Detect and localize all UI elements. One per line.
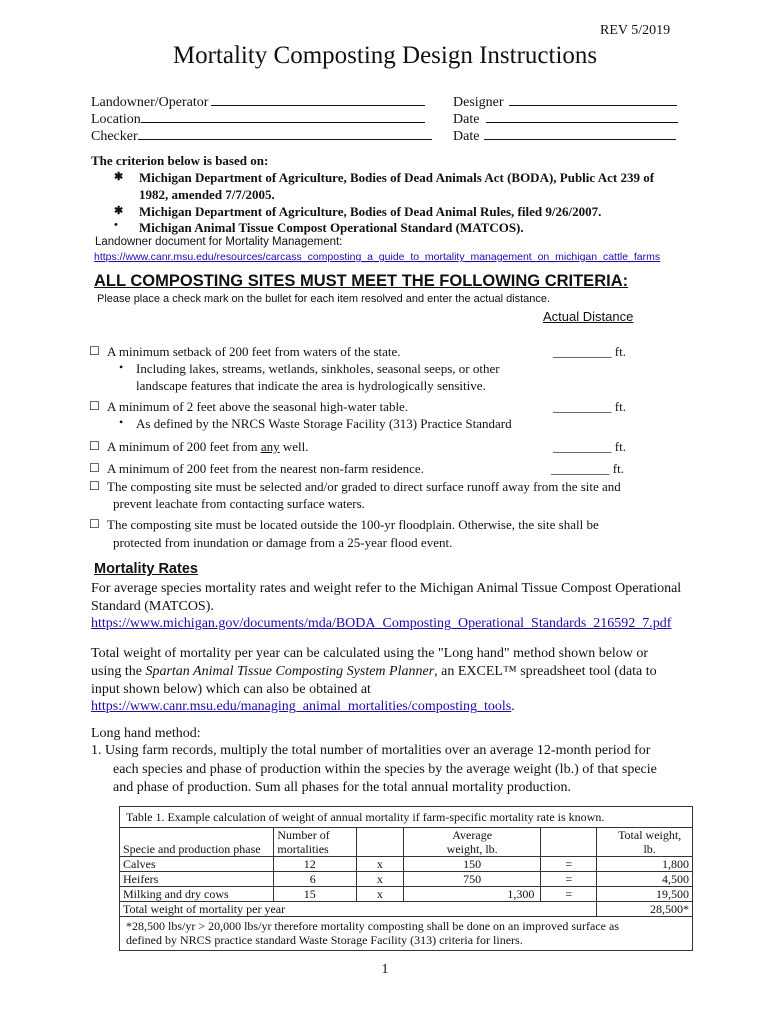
criterion-item-2: Michigan Department of Agriculture, Bodies of Dead Animal Rules, filed 9/26/2007. <box>139 204 602 219</box>
criterion-heading: The criterion below is based on: <box>91 153 269 168</box>
date-label-2: Date <box>453 129 480 144</box>
landowner-label: Landowner/Operator <box>91 95 209 110</box>
distance-input-1[interactable]: _________ ft. <box>553 344 626 359</box>
mortality-para-2-line3: input shown below) which can also be obtained at <box>91 682 371 697</box>
landowner-field[interactable] <box>91 93 425 111</box>
mortality-para-1: For average species mortality rates and weight refer to the Michigan Animal Tissue Compost Operational <box>91 581 682 596</box>
date-field-1[interactable] <box>453 110 678 128</box>
criteria-instruction: Please place a check mark on the bullet for each item resolved and enter the actual distance. <box>97 293 551 305</box>
criteria-item-1-sub2: landscape features that indicate the area is hydrologically sensitive. <box>136 378 486 393</box>
boda-standards-link[interactable]: https://www.michigan.gov/documents/mda/BODA_Composting_Operational_Standards_216592_7.pdf <box>91 616 672 631</box>
mortality-para-1-cont: Standard (MATCOS). <box>91 599 214 614</box>
criterion-item-1-cont: 1982, amended 7/7/2005. <box>139 187 275 202</box>
step-1-cont2: and phase of production. Sum all phases for the total annual mortality production. <box>113 780 572 795</box>
designer-field[interactable] <box>453 93 677 111</box>
checkbox-well[interactable]: ☐ <box>89 439 100 453</box>
bullet-icon: ✱ <box>114 171 124 183</box>
landowner-doc-label: Landowner document for Mortality Management: <box>95 236 343 248</box>
checkbox-floodplain[interactable]: ☐ <box>89 517 100 531</box>
revision-label: REV 5/2019 <box>600 23 671 38</box>
header-weight: Average weight, lb. <box>404 828 541 857</box>
date-field-2[interactable] <box>453 127 676 145</box>
longhand-label: Long hand method: <box>91 726 201 741</box>
bullet-icon: ✱ <box>114 205 124 217</box>
criteria-item-5: The composting site must be selected and/or graded to direct surface runoff away from the site and <box>107 479 621 494</box>
mortality-para-2: Total weight of mortality per year can be calculated using the "Long hand" method shown below or <box>91 646 649 661</box>
actual-distance-header: Actual Distance <box>543 309 634 324</box>
distance-input-3[interactable]: _________ ft. <box>553 439 626 454</box>
checkbox-high-water[interactable]: ☐ <box>89 399 100 413</box>
bullet-icon: • <box>119 360 124 374</box>
table-row: Milking and dry cows 15 x 1,300 = 19,500 <box>120 887 693 902</box>
checkbox-setback-waters[interactable]: ☐ <box>89 344 100 358</box>
composting-tools-line: https://www.canr.msu.edu/managing_animal_mortalities/composting_tools. <box>91 699 515 714</box>
criteria-heading: ALL COMPOSTING SITES MUST MEET THE FOLLOWING CRITERIA: <box>94 272 629 290</box>
criteria-item-1: A minimum setback of 200 feet from waters of the state. <box>107 344 401 359</box>
page-number: 1 <box>381 962 389 977</box>
mortality-para-2-line2: using the Spartan Animal Tissue Composting System Planner, an EXCEL™ spreadsheet tool (data to <box>91 664 657 679</box>
bullet-icon: • <box>114 219 118 231</box>
table-row: Heifers 6 x 750 = 4,500 <box>120 872 693 887</box>
designer-label: Designer <box>453 95 504 110</box>
step-1: 1. Using farm records, multiply the total number of mortalities over an average 12-month period for <box>91 743 651 758</box>
date-label-1: Date <box>453 112 480 127</box>
criteria-item-4: A minimum of 200 feet from the nearest non-farm residence. <box>107 461 424 476</box>
table-header-row <box>120 828 693 857</box>
criteria-item-5-cont: prevent leachate from contacting surface waters. <box>113 496 365 511</box>
criteria-item-6: The composting site must be located outside the 100-yr floodplain. Otherwise, the site shall be <box>107 517 599 532</box>
distance-input-4[interactable]: _________ ft. <box>551 461 624 476</box>
table-total-row: Total weight of mortality per year 28,500* <box>120 902 693 917</box>
criteria-item-2-sub: As defined by the NRCS Waste Storage Facility (313) Practice Standard <box>136 416 512 431</box>
distance-input-2[interactable]: _________ ft. <box>553 399 626 414</box>
criteria-item-6-cont: protected from inundation or damage from a 25-year flood event. <box>113 535 453 550</box>
criterion-item-3: Michigan Animal Tissue Compost Operational Standard (MATCOS). <box>139 220 524 235</box>
page-title: Mortality Composting Design Instructions <box>172 42 598 69</box>
table-caption: Table 1. Example calculation of weight of annual mortality if farm-specific mortality rate is known. <box>120 807 693 828</box>
location-label: Location <box>91 112 141 127</box>
checker-label: Checker <box>91 129 138 144</box>
mortality-rates-heading: Mortality Rates <box>94 561 198 577</box>
table-row: Calves 12 x 150 = 1,800 <box>120 857 693 872</box>
header-number: Number of mortalities <box>274 828 356 857</box>
location-field[interactable] <box>91 110 425 128</box>
checkbox-runoff[interactable]: ☐ <box>89 479 100 493</box>
composting-tools-link[interactable]: https://www.canr.msu.edu/managing_animal_mortalities/composting_tools <box>91 699 512 714</box>
criteria-item-1-sub1: Including lakes, streams, wetlands, sinkholes, seasonal seeps, or other <box>136 361 500 376</box>
step-1-cont: each species and phase of production within the species by the average weight (lb.) of that specie <box>113 762 657 777</box>
checker-field[interactable] <box>91 127 432 145</box>
criterion-item-1: Michigan Department of Agriculture, Bodies of Dead Animals Act (BODA), Public Act 239 of <box>139 170 655 185</box>
bullet-icon: • <box>119 415 124 429</box>
checkbox-residence[interactable]: ☐ <box>89 461 100 475</box>
landowner-doc-link[interactable]: https://www.canr.msu.edu/resources/carcass_composting_a_guide_to_mortality_management_on_michigan_cattle_farms <box>94 251 661 263</box>
criteria-item-2: A minimum of 2 feet above the seasonal high-water table. <box>107 399 409 414</box>
mortality-table <box>119 806 693 951</box>
criteria-item-3: A minimum of 200 feet from any well. <box>107 439 309 454</box>
header-species: Specie and production phase <box>120 828 274 857</box>
table-note-row: *28,500 lbs/yr > 20,000 lbs/yr therefore mortality composting shall be done on an improved surface as defined by NRCS practice standard Waste Storage Facility (313) criteria for liners. <box>120 917 693 951</box>
header-total: Total weight, lb. <box>607 828 692 857</box>
